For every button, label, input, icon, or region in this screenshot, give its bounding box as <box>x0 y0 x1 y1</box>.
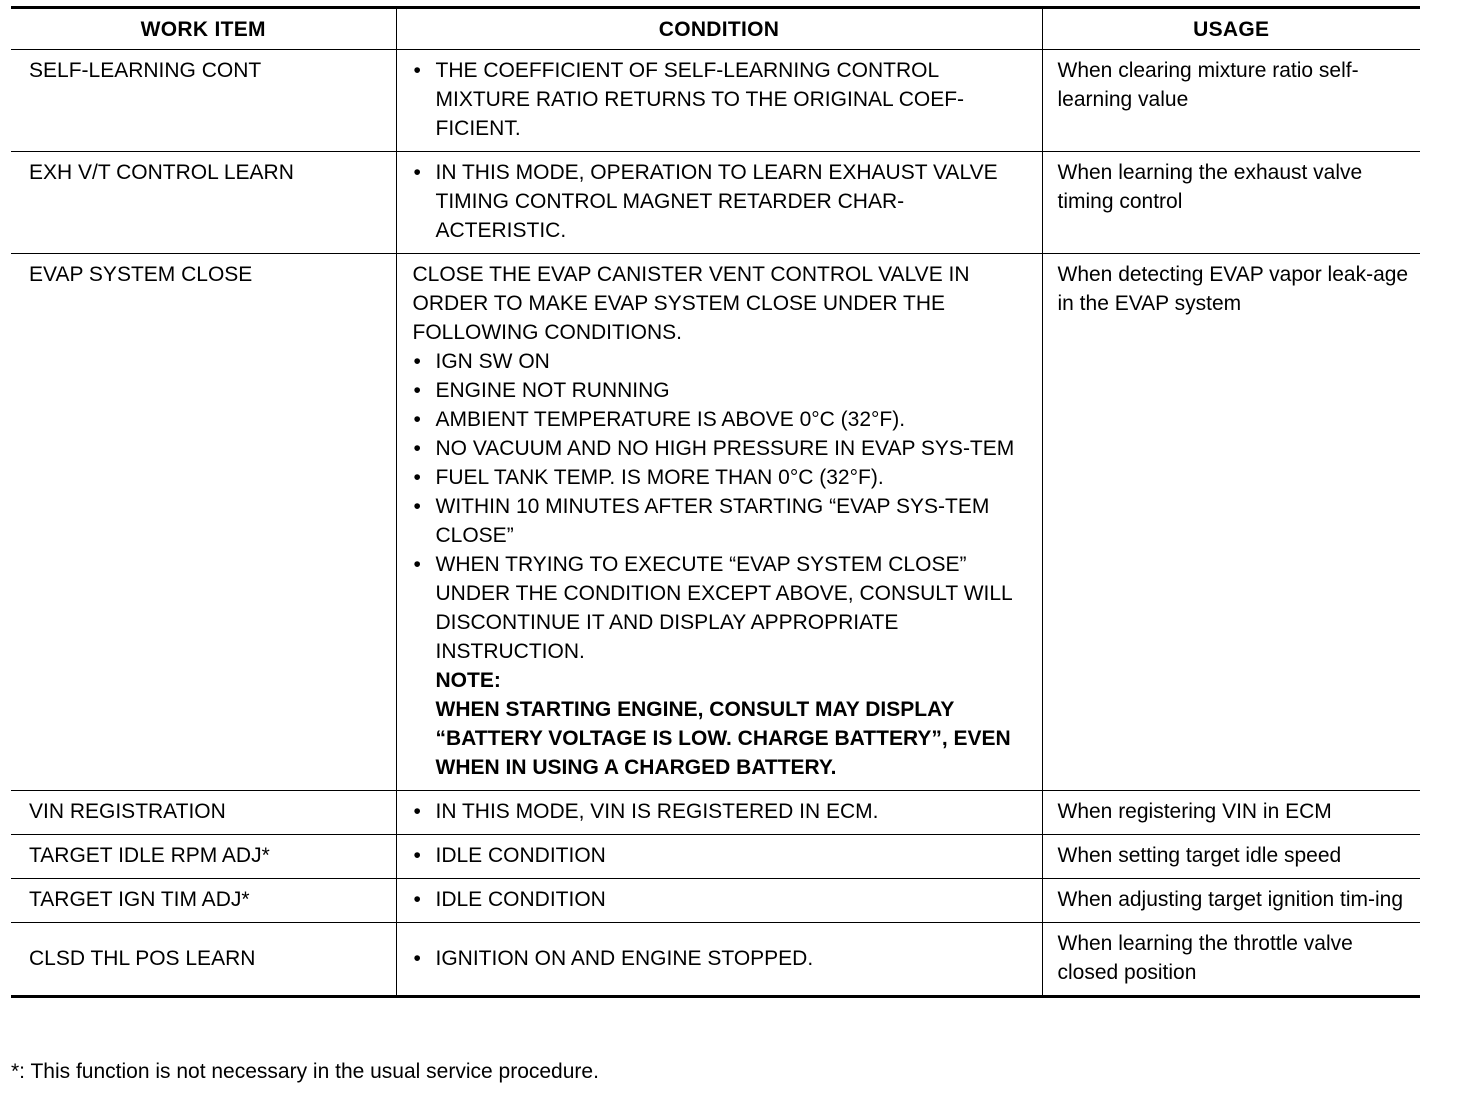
condition-cell <box>396 254 1042 791</box>
condition-bullet: • WITHIN 10 MINUTES AFTER STARTING “EVAP SYS-TEM CLOSE” <box>412 492 1034 550</box>
condition-bullet: • IGNITION ON AND ENGINE STOPPED. <box>412 944 1034 973</box>
condition-cell <box>396 152 1042 254</box>
usage-cell: When registering VIN in ECM <box>1042 791 1420 835</box>
condition-bullet: • WHEN TRYING TO EXECUTE “EVAP SYSTEM CLOSE” UNDER THE CONDITION EXCEPT ABOVE, CONSULT WILL DISCONTINUE IT AND DISPLAY APPROPRIATE INSTRUCTION. <box>412 550 1034 666</box>
header-row <box>11 8 1420 50</box>
usage-cell: When clearing mixture ratio self-learning value <box>1042 50 1420 152</box>
usage-cell: When learning the throttle valve closed position <box>1042 923 1420 997</box>
table-row <box>11 923 1420 997</box>
work-item-cell: VIN REGISTRATION <box>11 791 396 835</box>
condition-bullet: • IDLE CONDITION <box>412 885 1034 914</box>
table-row <box>11 152 1420 254</box>
condition-cell <box>396 50 1042 152</box>
condition-bullet: • IN THIS MODE, VIN IS REGISTERED IN ECM. <box>412 797 1034 826</box>
header-work-item: WORK ITEM <box>11 8 396 50</box>
header-condition: CONDITION <box>396 8 1042 50</box>
table-row <box>11 50 1420 152</box>
condition-bullet: • FUEL TANK TEMP. IS MORE THAN 0°C (32°F). <box>412 463 1034 492</box>
condition-bullet: • AMBIENT TEMPERATURE IS ABOVE 0°C (32°F). <box>412 405 1034 434</box>
usage-cell: When setting target idle speed <box>1042 835 1420 879</box>
condition-bullet: • IGN SW ON <box>412 347 1034 376</box>
condition-bullet: • IDLE CONDITION <box>412 841 1034 870</box>
condition-bullet: • IN THIS MODE, OPERATION TO LEARN EXHAUST VALVE TIMING CONTROL MAGNET RETARDER CHAR-ACTERISTIC. <box>412 158 1034 245</box>
usage-cell: When learning the exhaust valve timing control <box>1042 152 1420 254</box>
header-usage: USAGE <box>1042 8 1420 50</box>
note-label: NOTE: <box>435 669 501 692</box>
work-support-table <box>11 6 1420 998</box>
condition-cell <box>396 835 1042 879</box>
work-item-cell: TARGET IGN TIM ADJ* <box>11 879 396 923</box>
condition-bullet: • ENGINE NOT RUNNING <box>412 376 1034 405</box>
condition-cell <box>396 923 1042 997</box>
condition-cell <box>396 879 1042 923</box>
work-item-cell: SELF-LEARNING CONT <box>11 50 396 152</box>
table-row <box>11 254 1420 791</box>
condition-cell <box>396 791 1042 835</box>
condition-bullet: • NO VACUUM AND NO HIGH PRESSURE IN EVAP SYS-TEM <box>412 434 1034 463</box>
usage-cell: When adjusting target ignition tim-ing <box>1042 879 1420 923</box>
work-item-cell: EVAP SYSTEM CLOSE <box>11 254 396 791</box>
table-row <box>11 835 1420 879</box>
work-item-cell: EXH V/T CONTROL LEARN <box>11 152 396 254</box>
table-row <box>11 879 1420 923</box>
work-item-cell: CLSD THL POS LEARN <box>11 923 396 997</box>
table-row <box>11 791 1420 835</box>
note-text: WHEN STARTING ENGINE, CONSULT MAY DISPLAY “BATTERY VOLTAGE IS LOW. CHARGE BATTERY”, EVEN WHEN IN USING A CHARGED BATTERY. <box>435 698 1011 779</box>
condition-bullet: • THE COEFFICIENT OF SELF-LEARNING CONTROL MIXTURE RATIO RETURNS TO THE ORIGINAL COEF-FICIENT. <box>412 56 1034 143</box>
work-item-cell: TARGET IDLE RPM ADJ* <box>11 835 396 879</box>
usage-cell: When detecting EVAP vapor leak-age in the EVAP system <box>1042 254 1420 791</box>
condition-intro: CLOSE THE EVAP CANISTER VENT CONTROL VALVE IN ORDER TO MAKE EVAP SYSTEM CLOSE UNDER THE FOLLOWING CONDITIONS. <box>412 263 970 344</box>
footnote: *: This function is not necessary in the usual service procedure. <box>11 1060 599 1083</box>
